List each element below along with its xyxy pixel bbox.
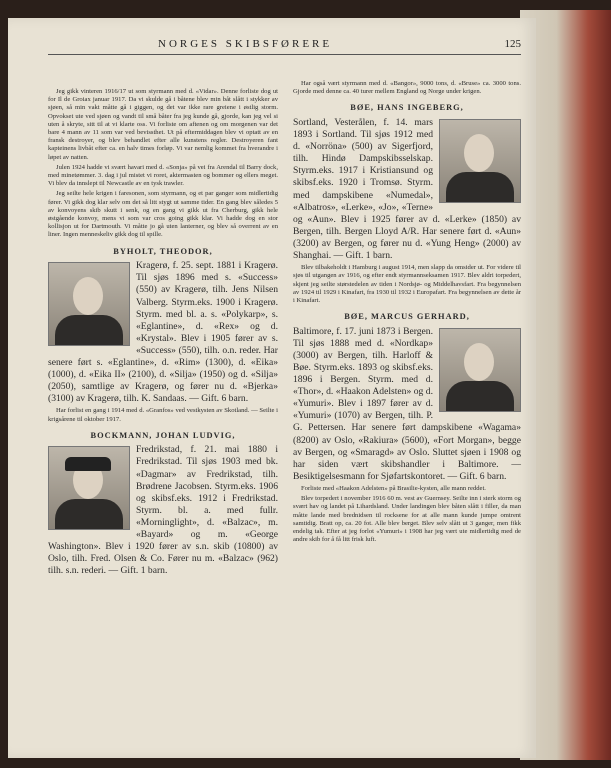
page-header [48,38,521,58]
page-number: 125 [504,38,521,50]
portrait-body [55,315,123,346]
left-column [48,88,278,577]
paragraph: Jeg seilte hele krigen i faresonen, som styrmann, og et par ganger som midlertidig fører. Vi gikk dog klar selv om det så litt stygt ut samme tider. En gang blev således 5 av konvoyens skib skutt i senk, og en gang vi gikk ut fra Cherburg, gikk hele østgående konvoy, mens vi som var cros going gikk klar. Vi hadde dog en stor kollisjon ut for Dartmouth. Vi måtte jo gå uten lanterner, og blev så overrent av en liner. Ingen menneskeliv gikk dog til spille. [48,190,278,239]
paragraph: Julen 1924 hadde vi svært havari med d. «Sonja» på vei fra Arendal til Barry dock, med minetømmer. 3. dag i jul mistet vi roret, aktermasten og bommer og ellers meget. Vi blev da innslept til Newcastle av en tysk trawler. [48,163,278,188]
portrait-body [446,172,514,203]
entry-text: Kragerø, f. 25. sept. 1881 i Kragerø. Til sjøs 1896 med s. «Success» (550) av Kragerø, tilh. Jens Nilsen Valberg. Styrm.eks. 1900 i Kragerø. Styrm. med bl. a. s. «Polykarp», s. «Eglantine», d. «Rex» og d. «Krystal». Blev i 1905 fører av s. «Success» (550), tilh. o.n. reder. Har senere ført s. «Eglantine», d. «Rim» (1300), d. «Eika» (1000), d. «Eika II» (2100), d. «Silja» (1950) og d. «Silja» (2050), samtlige av Kragerø, og fører nu d. «Bjerka» (3100) av Kragerø, tilh. K. Sandaas. — Gift. 6 barn. [48,260,278,405]
entry-text: Fredrikstad, f. 21. mai 1880 i Fredrikstad. Til sjøs 1903 med bk. «Dagmar» av Fredrikstad, tilh. Brødrene Jacobsen. Styrm.eks. 1906 og skibsf.eks. 1912 i Fredrikstad. Styrm. bl. a. med fullr. «Morninglight», d. «Balzac», m. «Bayard» og m. «George Washington». Blev i 1920 fører av s.n. skib (10800) av Oslo, tilh. Fred. Olsen & Co. Fører nu m. «Balzac» (962) tilh. s.n. rederi. — Gift. 1 barn. [48,444,278,577]
entry-text: Baltimore, f. 17. juni 1873 i Bergen. Til sjøs 1888 med d. «Nordkap» (3000) av Bergen, tilh. Harloff & Bøe. Styrm.eks. 1893 og skibsf.eks. 1896 i Bergen. Styrm. med d. «Thor», d. «Haakon Adelsten» og d. «Yumuri». Blev i 1897 fører av d. «Yumuri» (1070) av Bergen, tilh. P. G. Pettersen. Har senere ført dampskibene «Wagama» (8200) av Oslo, «Rakiura» (5600), «Fort Morgan», begge av Bergen, og «Smaragd» av Oslo. Sluttet sjøen i 1908 og har siden vært skibshandler i Baltimore. — Besiktigelsesmann for Sjøfartskontoret. — Gift. 6 barn. [293,325,521,482]
header-rule [48,54,521,55]
biography-entry [293,326,521,483]
left-top-text [48,88,278,240]
right-top-text: Har også vært styrmann med d. «Bangor», 9000 tons, d. «Bruse» ca. 3000 tons. Gjorde med denne ca. 40 turer mellem England og Norge under krigen. [293,80,521,96]
paragraph: Jeg gikk vinteren 1916/17 ut som styrmann med d. «Vidar». Denne forliste dog ut for Il de Groiax januar 1917. Da vi skulde gå i båtene blev min båt slått i stykker av sjøen, så min vakt måtte gå i giggen, og det var ikke rare greiene i østlig storm. Opvokset ute ved sjøen og vandt til små båter fra jeg kunde gå, gjorde, kan jeg vel si uten å skryte, sitt til at vi klarte oss. Vi forliste om aftenen og om morgenen var det bare 4 mann av 11 som var ved bevissthet. Ut på eftermiddagen blev vi optatt av en fransk destroyer, og blev behandlet efter alle kunstens regler. Destroyeren fant kapteinens livbåt efter ca. en halv times forløp. Vi var nemlig kommet fra hverandre i løpet av natten. [48,88,278,161]
biography-entry [293,117,521,262]
entry-note: Har forlist en gang i 1914 med d. «Granfos» ved vestkysten av Skotland. — Seilte i krigsårene til oktober 1917. [48,407,278,423]
portrait-photo [439,119,521,203]
entry-text: Sortland, Vesterålen, f. 14. mars 1893 i Sortland. Til sjøs 1912 med d. «Norröna» (500) av Sigerfjord, tilh. Hindø Dampskibsselskap. Styrm.eks. 1917 i Kristiansund og skibsf.eks. 1920 i Tromsø. Styrm. med dampskibene «Numedal», «Albatros», «Lerke», «Jo», «Terne» og «Aun». Blev i 1925 fører av d. «Lerke» (1850) av Bergen, tilh. Bergen Lloyd A/R. Har senere ført d. «Aun» (3200) av Bergen, og fører nu d. «Yung Heng» (2000) av Shanghai. — Gift. 1 barn. [293,117,521,262]
portrait-photo [48,262,130,346]
entry-note: Forliste med «Haakon Adelsten» på Brasilie-kysten, alle mann reddet. [301,484,486,492]
entry-heading: BOCKMANN, JOHAN LUDVIG, [90,430,236,440]
portrait-body [55,499,123,530]
portrait-body [446,381,514,412]
portrait-photo [439,328,521,412]
biography-entry [48,260,278,405]
entry-note: Blev torpedert i november 1916 60 m. vest av Guernsey. Seilte inn i sterk storm og svært hav og landet på Lihardsland. Under landingen blev båten slått i filler, da man måtte lande med brednidsen til rocksene for at alle mann kunde jumpe omtrent samtidig. Bratt op, ca. 20 fot. Alle blev berget. Blev selv slått ut 3 ganger, men fikk endelig tak. Efter at jeg forlot «Yumuri» i 1908 har jeg vært ute midlertidig med de andre skib for å få litt frisk luft. [293,495,521,544]
entry-heading: BØE, MARCUS GERHARD, [344,312,470,322]
entry-heading: BØE, HANS INGEBERG, [350,103,464,113]
portrait-head [73,277,103,315]
entry-notes [293,485,521,544]
biography-entry [48,444,278,577]
portrait-head [464,343,494,381]
portrait-cap [65,457,111,471]
portrait-photo [48,446,130,530]
running-title: NORGES SKIBSFØRERE [158,38,333,50]
entry-heading: BYHOLT, THEODOR, [113,246,213,256]
entry-note: Blev tilbakeholdt i Hamburg i august 1914, men slapp da omsider ut. For videre til sjøs til utgangen av 1916, og efter endt styrmannseksamen 1917. Blev aldri torpedert, skjent jeg seilte størstedelen av tiden i Nordsjø- og Middelhavsfart. Fra begynnelsen av 1924 til 1929 i Kinafart, fra 1930 til 1932 i Europafart. Fra begynnelsen av dette år i Kinafart. [293,264,521,304]
portrait-head [464,134,494,172]
right-column [293,80,521,546]
